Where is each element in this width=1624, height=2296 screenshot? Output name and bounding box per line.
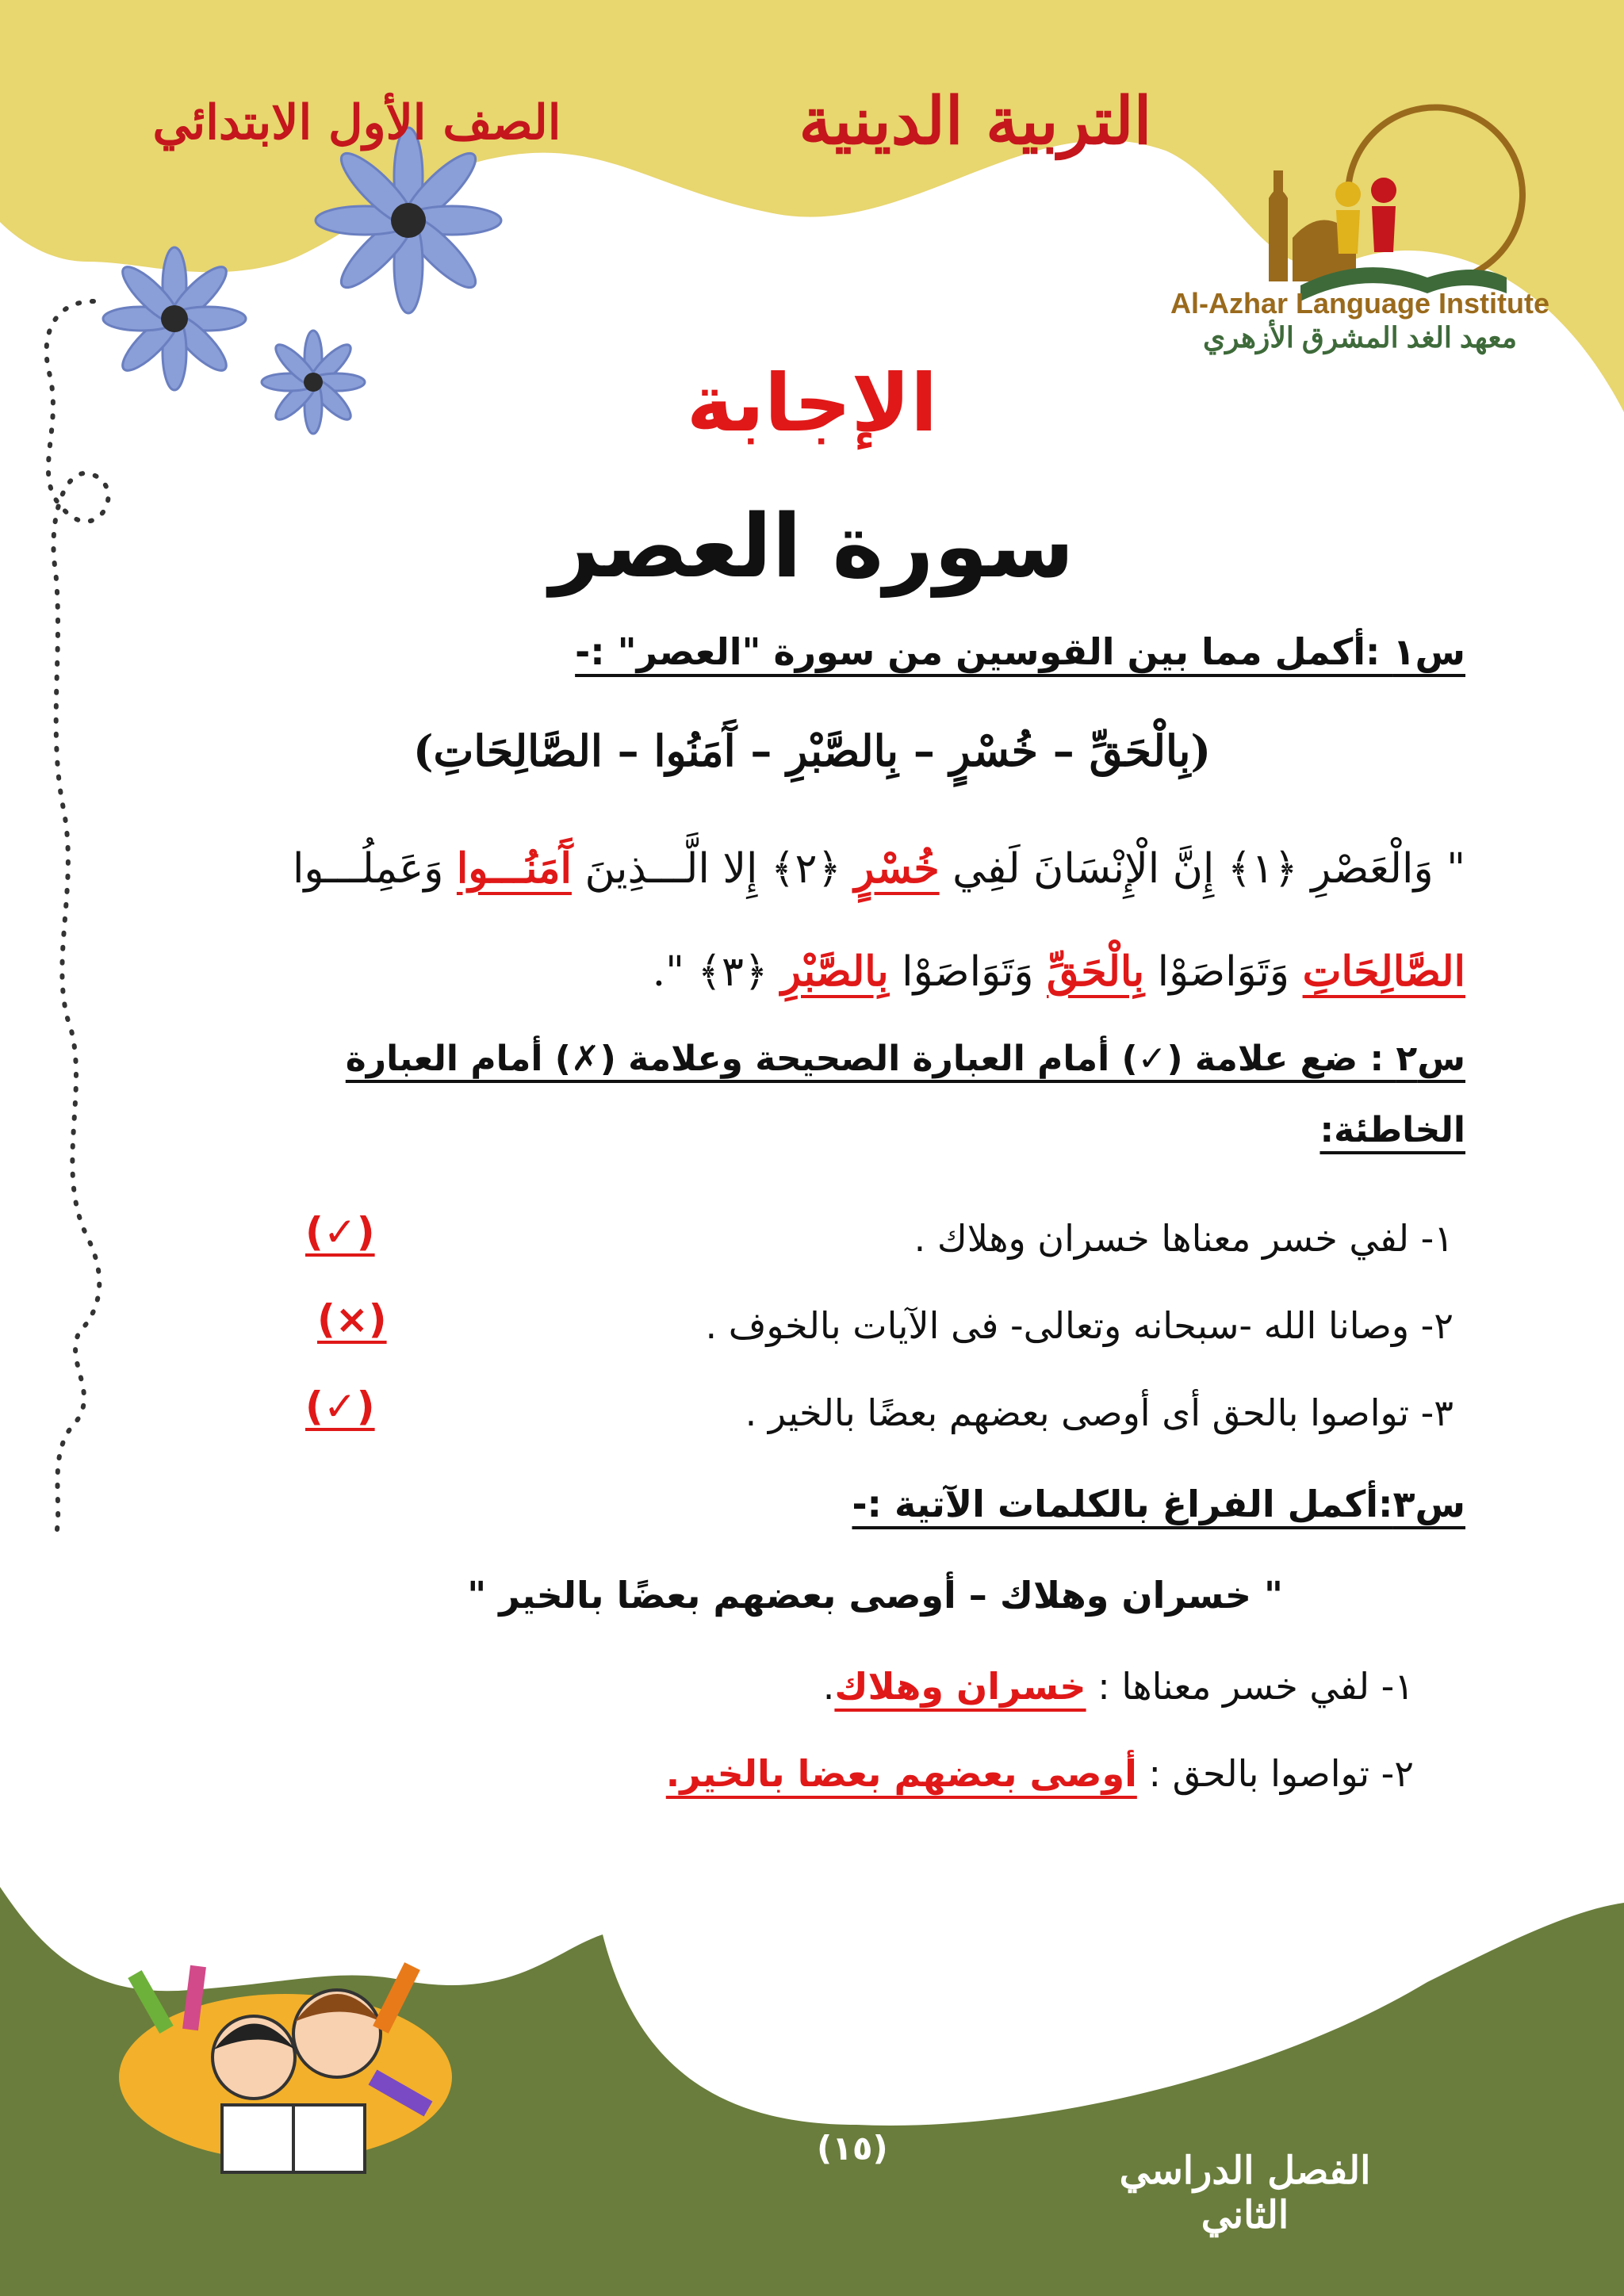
verse-answer: آَمَنُـــوا: [456, 844, 572, 893]
answer-title: الإجابة: [686, 357, 938, 450]
q3-item-2: [666, 1752, 1414, 1795]
q2-item-3: ٣- تواصوا بالحق أى أوصى بعضهم بعضًا بالخير .: [745, 1391, 1454, 1434]
verse-answer: بِالصَّبْرِ: [780, 947, 889, 996]
q2-item-1: ١- لفي خسر معناها خسران وهلاك .: [914, 1217, 1454, 1260]
q3-heading: س٣:أكمل الفراغ بالكلمات الآتية :-: [852, 1483, 1465, 1525]
grade-title: الصف الأول الابتدائي: [152, 95, 561, 151]
q3-item-answer: خسران وهلاك: [834, 1665, 1086, 1708]
institute-name-en: Al-Azhar Language Institute: [1170, 287, 1550, 320]
q2-item-2: ٢- وصانا الله -سبحانه وتعالى- فى الآيات بالخوف .: [705, 1304, 1454, 1347]
q3-item-answer: أوصى بعضهم بعضا بالخير.: [665, 1752, 1137, 1795]
institute-name-ar: معهد الغد المشرق الأزهري: [1202, 321, 1518, 354]
verse-text: ﴿٣﴾ ".: [652, 948, 781, 996]
verse-text: وَعَمِلُـــوا: [292, 845, 457, 893]
verse-answer: بِالْحَقِّ: [1047, 947, 1145, 996]
q2-heading-line-2: الخاطئة:: [1320, 1110, 1465, 1150]
verse-answer: خُسْرٍ: [854, 844, 940, 893]
q3-item-prefix: ١- لفي خسر معناها :: [1086, 1665, 1414, 1708]
q1-verse-line-1: [293, 844, 1465, 893]
surah-title: سورة العصر: [550, 496, 1074, 597]
verse-text: وَتَوَاصَوْا: [888, 948, 1048, 996]
q2-item-2-mark: (×): [317, 1296, 387, 1342]
q1-heading: س١ :أكمل مما بين القوسين من سورة "العصر" :-: [575, 630, 1465, 673]
q2-item-3-mark: (✓): [305, 1383, 375, 1429]
subject-title: التربية الدينية: [799, 83, 1152, 159]
verse-text: ﴿٢﴾ إِلا الَّـــذِينَ: [571, 845, 855, 893]
q3-item-suffix: .: [822, 1665, 835, 1708]
q3-word-bank: " خسران وهلاك – أوصى بعضهم بعضًا بالخير ": [467, 1574, 1283, 1617]
q2-heading-line-1: س٢ : ضع علامة (✓) أمام العبارة الصحيحة وعلامة (✗) أمام العبارة: [345, 1039, 1465, 1079]
q2-item-1-mark: (✓): [305, 1209, 375, 1255]
verse-answer: الصَّالِحَاتِ: [1302, 947, 1465, 996]
q3-item-prefix: ٢- تواصوا بالحق :: [1136, 1752, 1414, 1795]
verse-text: وَتَوَاصَوْا: [1144, 948, 1303, 996]
q3-item-1: [823, 1665, 1414, 1708]
semester-label: الفصل الدراسي الثاني: [1119, 2149, 1371, 2237]
flower-icon: [316, 128, 501, 313]
q1-verse-line-2: [653, 947, 1465, 996]
dotted-swirl: [47, 301, 109, 1538]
page-number: (١٥): [817, 2129, 888, 2168]
q1-choices: (بِالْحَقِّ – خُسْرٍ – بِالصَّبْرِ – آَمَنُوا – الصَّالِحَاتِ): [413, 725, 1211, 776]
verse-text: " وَالْعَصْرِ ﴿١﴾ إِنَّ الْإِنْسَانَ لَفِي: [939, 845, 1465, 893]
